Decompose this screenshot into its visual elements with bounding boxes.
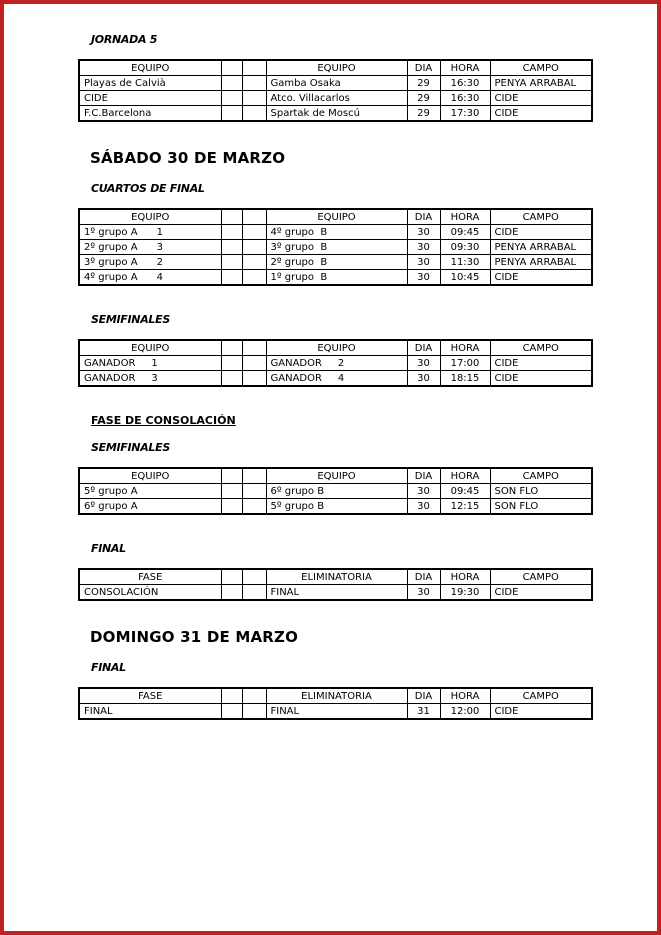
column-header	[242, 60, 266, 76]
table-row	[79, 484, 592, 499]
column-header: FASE	[79, 688, 221, 704]
column-header: EQUIPO	[266, 60, 407, 76]
document-content	[4, 33, 657, 720]
column-header	[242, 209, 266, 225]
column-header	[221, 340, 242, 356]
table-cell: GANADOR 1	[79, 356, 221, 371]
table-cell: CIDE	[490, 225, 592, 240]
table-cell: 16:30	[440, 76, 490, 91]
table-cell: CIDE	[490, 356, 592, 371]
saturday-heading: SÁBADO 30 DE MARZO	[90, 149, 286, 167]
column-header: DIA	[407, 688, 440, 704]
table-cell: 3º grupo B	[266, 240, 407, 255]
table-cell: FINAL	[79, 704, 221, 720]
table-cell: 4º grupo B	[266, 225, 407, 240]
column-header: HORA	[440, 209, 490, 225]
column-header	[242, 340, 266, 356]
semifinales-heading: SEMIFINALES	[91, 313, 170, 326]
table-cell: Spartak de Moscú	[266, 106, 407, 122]
column-header	[221, 569, 242, 585]
table-cell: SON FLO	[490, 499, 592, 515]
table-cell: 11:30	[440, 255, 490, 270]
table-header-row	[79, 340, 592, 356]
column-header: CAMPO	[490, 468, 592, 484]
table-header-row	[79, 209, 592, 225]
table-header-row	[79, 569, 592, 585]
column-header	[221, 209, 242, 225]
table-row	[79, 91, 592, 106]
table-cell: 30	[407, 225, 440, 240]
column-header	[242, 688, 266, 704]
column-header: EQUIPO	[79, 60, 221, 76]
table-cell	[221, 356, 242, 371]
table-header-row	[79, 468, 592, 484]
cuartos-heading: CUARTOS DE FINAL	[91, 182, 205, 195]
semifinales-table	[78, 339, 593, 387]
table-cell	[221, 255, 242, 270]
table-cell: 5º grupo B	[266, 499, 407, 515]
semifinales-consolacion-table	[78, 467, 593, 515]
table-cell: Gamba Osaka	[266, 76, 407, 91]
table-cell: 1º grupo B	[266, 270, 407, 286]
final-heading: FINAL	[91, 661, 126, 674]
table-cell: 4º grupo A 4	[79, 270, 221, 286]
table-cell: 29	[407, 76, 440, 91]
table-cell	[221, 106, 242, 122]
table-cell	[221, 270, 242, 286]
column-header: HORA	[440, 340, 490, 356]
table-cell: F.C.Barcelona	[79, 106, 221, 122]
column-header: CAMPO	[490, 209, 592, 225]
table-cell	[221, 225, 242, 240]
table-cell: 18:15	[440, 371, 490, 387]
table-cell: Atco. Villacarlos	[266, 91, 407, 106]
table-row	[79, 225, 592, 240]
table-cell: 30	[407, 240, 440, 255]
table-cell: FINAL	[266, 704, 407, 720]
table-cell: SON FLO	[490, 484, 592, 499]
table-cell: 17:00	[440, 356, 490, 371]
table-cell	[242, 255, 266, 270]
table-cell: CIDE	[490, 91, 592, 106]
table-cell	[221, 585, 242, 601]
table-cell	[221, 499, 242, 515]
column-header: EQUIPO	[266, 468, 407, 484]
table-cell: PENYA ARRABAL	[490, 76, 592, 91]
table-cell: GANADOR 2	[266, 356, 407, 371]
table-cell: 30	[407, 255, 440, 270]
table-cell	[242, 371, 266, 387]
table-cell: 12:15	[440, 499, 490, 515]
table-cell: 12:00	[440, 704, 490, 720]
consolacion-heading: FASE DE CONSOLACIÓN	[91, 414, 236, 427]
final-consolacion-table	[78, 568, 593, 601]
table-header-row	[79, 60, 592, 76]
column-header: FASE	[79, 569, 221, 585]
column-header: DIA	[407, 569, 440, 585]
jornada5-table	[78, 59, 593, 122]
table-cell	[221, 91, 242, 106]
table-cell: CIDE	[79, 91, 221, 106]
jornada-heading: JORNADA 5	[91, 33, 158, 46]
table-cell: Playas de Calvià	[79, 76, 221, 91]
table-cell: 6º grupo B	[266, 484, 407, 499]
table-cell: 3º grupo A 2	[79, 255, 221, 270]
table-cell	[242, 484, 266, 499]
table-cell: 30	[407, 270, 440, 286]
table-cell: GANADOR 3	[79, 371, 221, 387]
table-cell: 5º grupo A	[79, 484, 221, 499]
table-cell	[242, 225, 266, 240]
table-cell: 10:45	[440, 270, 490, 286]
column-header: ELIMINATORIA	[266, 569, 407, 585]
table-cell	[242, 240, 266, 255]
column-header: DIA	[407, 468, 440, 484]
table-cell: 29	[407, 91, 440, 106]
column-header: EQUIPO	[266, 340, 407, 356]
table-cell: 09:30	[440, 240, 490, 255]
column-header: EQUIPO	[266, 209, 407, 225]
table-cell	[242, 704, 266, 720]
table-row	[79, 371, 592, 387]
table-cell	[242, 356, 266, 371]
column-header: CAMPO	[490, 688, 592, 704]
final-consolacion-heading: FINAL	[91, 542, 126, 555]
column-header: EQUIPO	[79, 468, 221, 484]
column-header	[221, 688, 242, 704]
table-cell: 30	[407, 356, 440, 371]
table-cell: CIDE	[490, 106, 592, 122]
semifinales-consolacion-heading: SEMIFINALES	[91, 441, 170, 454]
table-cell: 19:30	[440, 585, 490, 601]
table-cell	[242, 91, 266, 106]
column-header: EQUIPO	[79, 209, 221, 225]
column-header: ELIMINATORIA	[266, 688, 407, 704]
table-cell: 2º grupo A 3	[79, 240, 221, 255]
table-row	[79, 499, 592, 515]
table-row	[79, 255, 592, 270]
table-row	[79, 76, 592, 91]
table-cell	[221, 76, 242, 91]
table-cell: 2º grupo B	[266, 255, 407, 270]
table-cell	[242, 270, 266, 286]
table-row	[79, 704, 592, 720]
column-header: DIA	[407, 60, 440, 76]
column-header	[221, 468, 242, 484]
table-cell: 30	[407, 371, 440, 387]
column-header	[242, 468, 266, 484]
table-cell: 30	[407, 484, 440, 499]
table-row	[79, 240, 592, 255]
table-cell: 6º grupo A	[79, 499, 221, 515]
column-header: EQUIPO	[79, 340, 221, 356]
table-row	[79, 356, 592, 371]
column-header: DIA	[407, 209, 440, 225]
column-header: CAMPO	[490, 569, 592, 585]
column-header	[242, 569, 266, 585]
table-cell: PENYA ARRABAL	[490, 255, 592, 270]
column-header: CAMPO	[490, 340, 592, 356]
table-cell	[242, 76, 266, 91]
table-cell: 09:45	[440, 484, 490, 499]
table-cell: 09:45	[440, 225, 490, 240]
table-row	[79, 270, 592, 286]
table-cell	[242, 106, 266, 122]
column-header	[221, 60, 242, 76]
table-cell	[242, 585, 266, 601]
table-cell: CONSOLACIÓN	[79, 585, 221, 601]
sunday-heading: DOMINGO 31 DE MARZO	[90, 628, 299, 646]
table-cell: 17:30	[440, 106, 490, 122]
cuartos-table	[78, 208, 593, 286]
table-cell: 1º grupo A 1	[79, 225, 221, 240]
table-row	[79, 106, 592, 122]
final-table	[78, 687, 593, 720]
table-cell	[221, 704, 242, 720]
table-row	[79, 585, 592, 601]
table-cell: 29	[407, 106, 440, 122]
table-cell: CIDE	[490, 704, 592, 720]
table-header-row	[79, 688, 592, 704]
table-cell: CIDE	[490, 270, 592, 286]
table-cell	[221, 484, 242, 499]
column-header: HORA	[440, 468, 490, 484]
table-cell	[221, 371, 242, 387]
column-header: DIA	[407, 340, 440, 356]
table-cell: 16:30	[440, 91, 490, 106]
column-header: HORA	[440, 60, 490, 76]
column-header: HORA	[440, 688, 490, 704]
table-cell: 31	[407, 704, 440, 720]
column-header: CAMPO	[490, 60, 592, 76]
table-cell: 30	[407, 499, 440, 515]
table-cell	[242, 499, 266, 515]
table-cell: GANADOR 4	[266, 371, 407, 387]
table-cell	[221, 240, 242, 255]
column-header: HORA	[440, 569, 490, 585]
table-cell: FINAL	[266, 585, 407, 601]
table-cell: CIDE	[490, 371, 592, 387]
table-cell: 30	[407, 585, 440, 601]
table-cell: CIDE	[490, 585, 592, 601]
table-cell: PENYA ARRABAL	[490, 240, 592, 255]
